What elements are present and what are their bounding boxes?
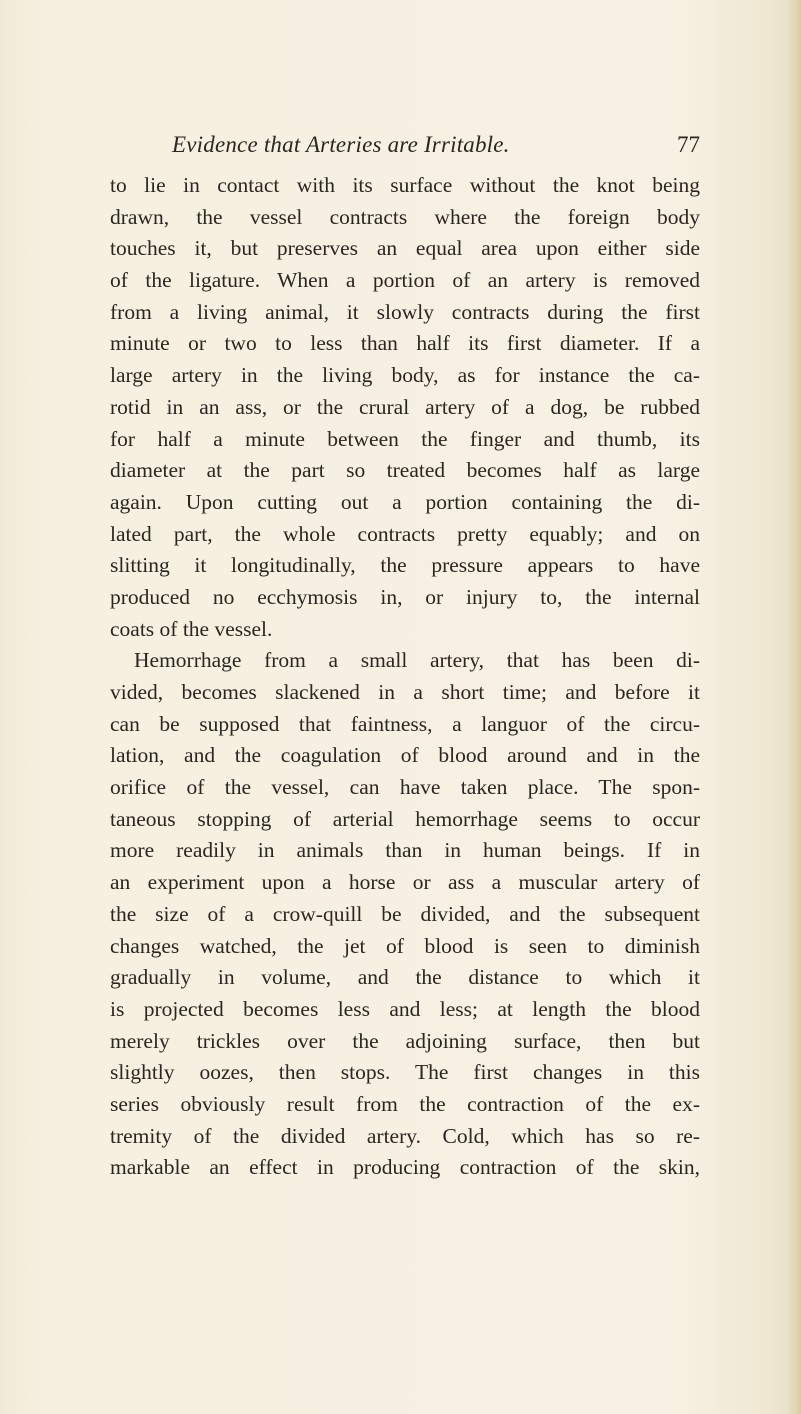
text-line: more readily in animals than in human beings. If in [110, 838, 700, 863]
text-line: lated part, the whole contracts pretty equably; and on [110, 521, 700, 546]
text-line: diameter at the part so treated becomes half as large [110, 458, 700, 483]
text-line: gradually in volume, and the distance to which it [110, 965, 700, 990]
text-line: to lie in contact with its surface without the knot being [110, 173, 700, 197]
text-line: produced no ecchymosis in, or injury to, the internal [110, 584, 700, 609]
paragraph-start-line: Hemorrhage from a small artery, that has been di- [134, 648, 700, 673]
text-line: can be supposed that faintness, a languor of the circu- [110, 711, 700, 736]
text-line: drawn, the vessel contracts where the foreign body [110, 204, 700, 229]
text-line: slitting it longitudinally, the pressure appears to have [110, 553, 700, 578]
text-line: the size of a crow-quill be divided, and the subsequent [110, 901, 700, 926]
text-line: changes watched, the jet of blood is seen to diminish [110, 933, 700, 958]
text-line: of the ligature. When a portion of an artery is removed [110, 268, 700, 293]
body-text [110, 170, 700, 1184]
page-number: 77 [677, 132, 700, 157]
text-line: large artery in the living body, as for instance the ca- [110, 363, 700, 388]
text-line: markable an effect in producing contraction of the skin, [110, 1155, 700, 1180]
text-line: taneous stopping of arterial hemorrhage seems to occur [110, 806, 700, 831]
text-line: orifice of the vessel, can have taken place. The spon- [110, 775, 700, 800]
text-line: an experiment upon a horse or ass a muscular artery of [110, 870, 700, 895]
text-line: again. Upon cutting out a portion containing the di- [110, 489, 700, 514]
text-line: minute or two to less than half its first diameter. If a [110, 331, 700, 356]
text-line: is projected becomes less and less; at length the blood [110, 996, 700, 1021]
text-line: slightly oozes, then stops. The first changes in this [110, 1060, 700, 1085]
page-edge [787, 0, 801, 1414]
paragraph-end-line: coats of the vessel. [110, 616, 273, 641]
text-line: for half a minute between the finger and thumb, its [110, 426, 700, 451]
text-line: from a living animal, it slowly contracts during the first [110, 299, 700, 324]
running-title: Evidence that Arteries are Irritable. [172, 132, 510, 157]
text-line: series obviously result from the contraction of the ex- [110, 1091, 700, 1116]
text-line: tremity of the divided artery. Cold, which has so re- [110, 1123, 700, 1148]
text-line: merely trickles over the adjoining surface, then but [110, 1028, 700, 1053]
text-line: lation, and the coagulation of blood around and in the [110, 743, 700, 768]
text-line: rotid in an ass, or the crural artery of a dog, be rubbed [110, 394, 700, 419]
running-head [172, 132, 700, 166]
text-line: touches it, but preserves an equal area upon either side [110, 236, 700, 261]
text-line: vided, becomes slackened in a short time; and before it [110, 680, 700, 704]
